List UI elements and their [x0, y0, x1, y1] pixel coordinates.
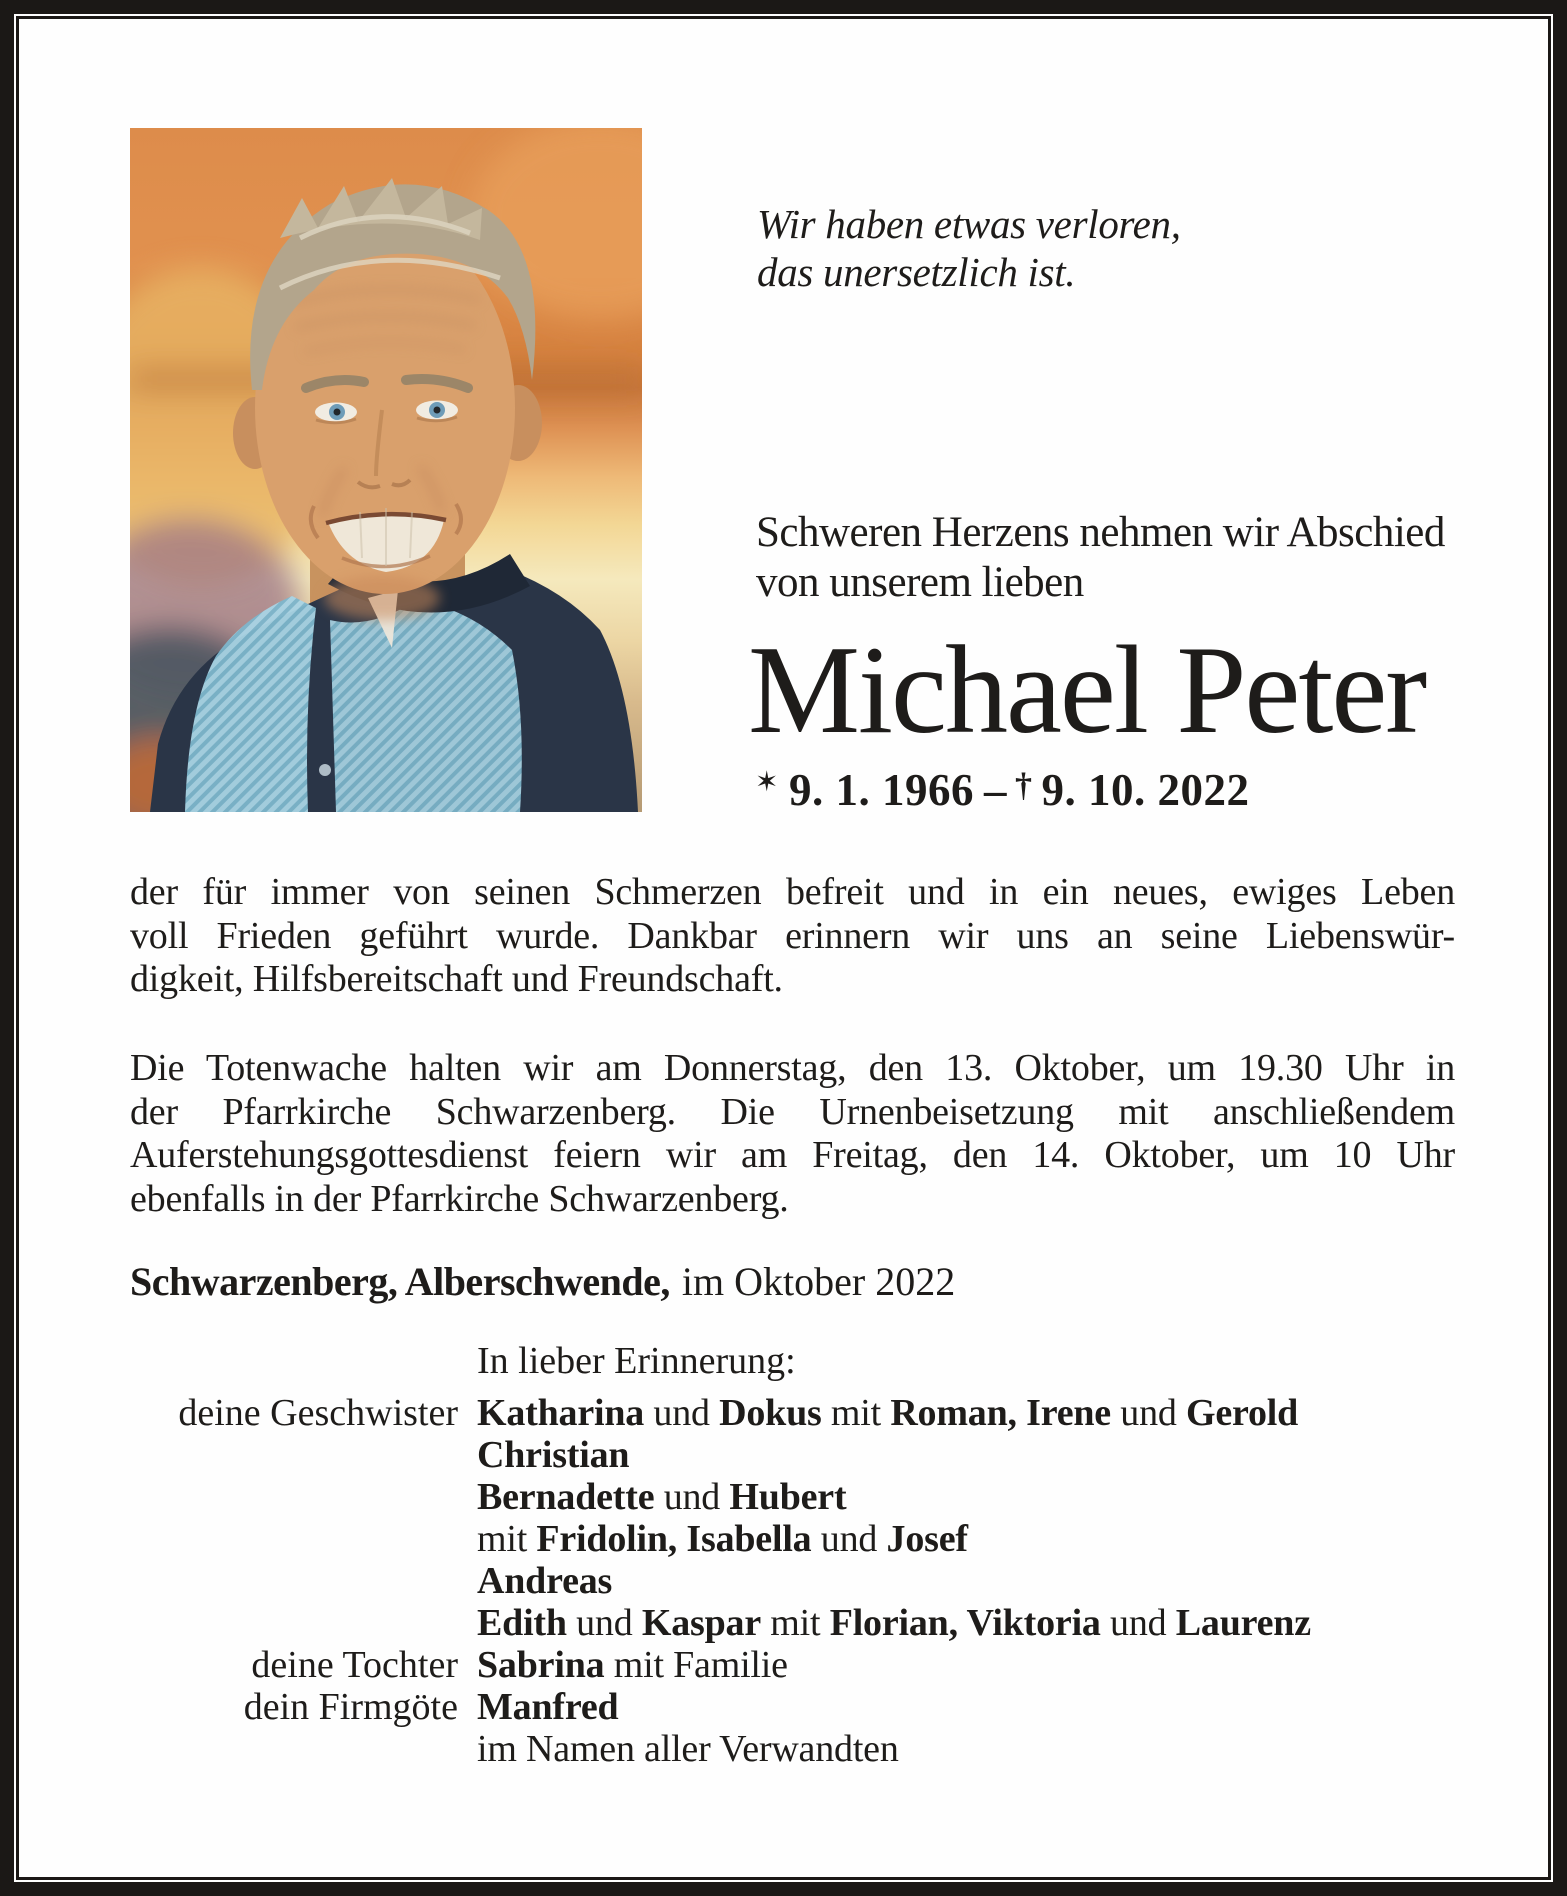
connector-text: und: [566, 1602, 642, 1644]
remembrance-heading: In lieber Erinnerung:: [477, 1340, 796, 1382]
names-text: [477, 1392, 1298, 1434]
names-text: [477, 1434, 629, 1476]
remembrance-row: [130, 1518, 1500, 1560]
family-name: Sabrina: [477, 1644, 605, 1686]
family-name: Gerold: [1186, 1392, 1299, 1434]
family-name: Andreas: [477, 1560, 613, 1602]
dates-separator: –: [983, 765, 1007, 815]
family-name: Bernadette: [477, 1476, 655, 1518]
family-name: Christian: [477, 1434, 630, 1476]
names-text: [477, 1476, 846, 1518]
relation-label: [130, 1476, 458, 1518]
remembrance-rows: [130, 1392, 1500, 1770]
remembrance-row: [130, 1728, 1500, 1770]
remembrance-row: [130, 1644, 1500, 1686]
deceased-name: Michael Peter: [748, 621, 1426, 760]
connector-text: mit Familie: [604, 1644, 788, 1686]
epigraph-quote: [757, 200, 1181, 296]
connector-text: mit: [477, 1518, 537, 1560]
text-line: der für immer von seinen Schmerzen befreit und in ein neues, ewiges Leben: [130, 871, 1455, 913]
place-names: Schwarzenberg, Alberschwende,: [130, 1259, 670, 1304]
death-date: 9. 10. 2022: [1041, 765, 1250, 815]
connector-text: mit: [761, 1602, 830, 1644]
family-name: Manfred: [477, 1686, 619, 1728]
relation-label: [130, 1560, 458, 1602]
funeral-details-paragraph: [130, 1047, 1455, 1221]
text-line: das unersetzlich ist.: [757, 249, 1076, 295]
text-line: digkeit, Hilfsbereitschaft und Freundschaft.: [130, 958, 783, 1000]
family-name: Edith: [477, 1602, 567, 1644]
names-text: [477, 1560, 612, 1602]
birth-date: 9. 1. 1966: [788, 765, 974, 815]
life-dates: [755, 765, 1249, 821]
portrait-photo-graphic: [130, 128, 642, 812]
remembrance-row: [130, 1392, 1500, 1434]
death-dagger-icon: †: [1014, 767, 1033, 804]
family-name: Fridolin, Isabella: [536, 1518, 812, 1560]
text-line: von unserem lieben: [756, 559, 1084, 606]
farewell-intro: [756, 508, 1445, 608]
family-name: Laurenz: [1175, 1602, 1311, 1644]
text-line: der Pfarrkirche Schwarzenberg. Die Urnenbeisetzung mit anschließendem: [130, 1090, 1455, 1133]
text-line: voll Frieden geführt wurde. Dankbar erinnern wir uns an seine Liebenswür-: [130, 914, 1455, 957]
text-line: Schweren Herzens nehmen wir Abschied: [756, 509, 1445, 556]
family-name: Dokus: [719, 1392, 822, 1434]
place-date-line: [130, 1259, 955, 1305]
names-text: [477, 1686, 618, 1728]
connector-text: und: [1110, 1392, 1186, 1434]
family-name: Josef: [886, 1518, 968, 1560]
month-year: im Oktober 2022: [681, 1259, 956, 1304]
relation-label: deine Geschwister: [178, 1392, 458, 1434]
connector-text: und: [644, 1392, 720, 1434]
remembrance-row: [130, 1434, 1500, 1476]
remembrance-row: [130, 1602, 1500, 1644]
remembrance-row: [130, 1686, 1500, 1728]
family-name: Katharina: [477, 1392, 645, 1434]
relation-label: [130, 1602, 458, 1644]
text-line: Wir haben etwas verloren,: [757, 201, 1181, 247]
obituary-paragraph-1: [130, 871, 1455, 1002]
connector-text: und: [1100, 1602, 1176, 1644]
family-name: Roman, Irene: [890, 1392, 1111, 1434]
text-line: ebenfalls in der Pfarrkirche Schwarzenberg.: [130, 1177, 789, 1220]
portrait-photo: [130, 128, 642, 812]
connector-text: im Namen aller Verwandten: [477, 1728, 899, 1770]
text-line: Die Totenwache halten wir am Donnerstag, den 13. Oktober, um 19.30 Uhr in: [130, 1047, 1455, 1089]
family-name: Hubert: [729, 1476, 847, 1518]
connector-text: mit: [821, 1392, 891, 1434]
family-name: Kaspar: [641, 1602, 761, 1644]
names-text: [477, 1602, 1311, 1644]
relation-label: deine Tochter: [251, 1644, 458, 1686]
names-text: [477, 1644, 788, 1686]
names-text: [477, 1518, 968, 1560]
family-name: Florian, Viktoria: [829, 1602, 1101, 1644]
remembrance-row: [130, 1476, 1500, 1518]
relation-label: [130, 1518, 458, 1560]
relation-label: dein Firmgöte: [243, 1686, 458, 1728]
remembrance-row: [130, 1560, 1500, 1602]
relation-label: [130, 1728, 458, 1770]
relation-label: [130, 1434, 458, 1476]
text-line: Auferstehungsgottesdienst feiern wir am Freitag, den 14. Oktober, um 10 Uhr: [130, 1134, 1455, 1176]
connector-text: und: [654, 1476, 730, 1518]
connector-text: und: [811, 1518, 887, 1560]
birth-star-icon: ✶: [755, 765, 779, 798]
names-text: [477, 1728, 899, 1770]
